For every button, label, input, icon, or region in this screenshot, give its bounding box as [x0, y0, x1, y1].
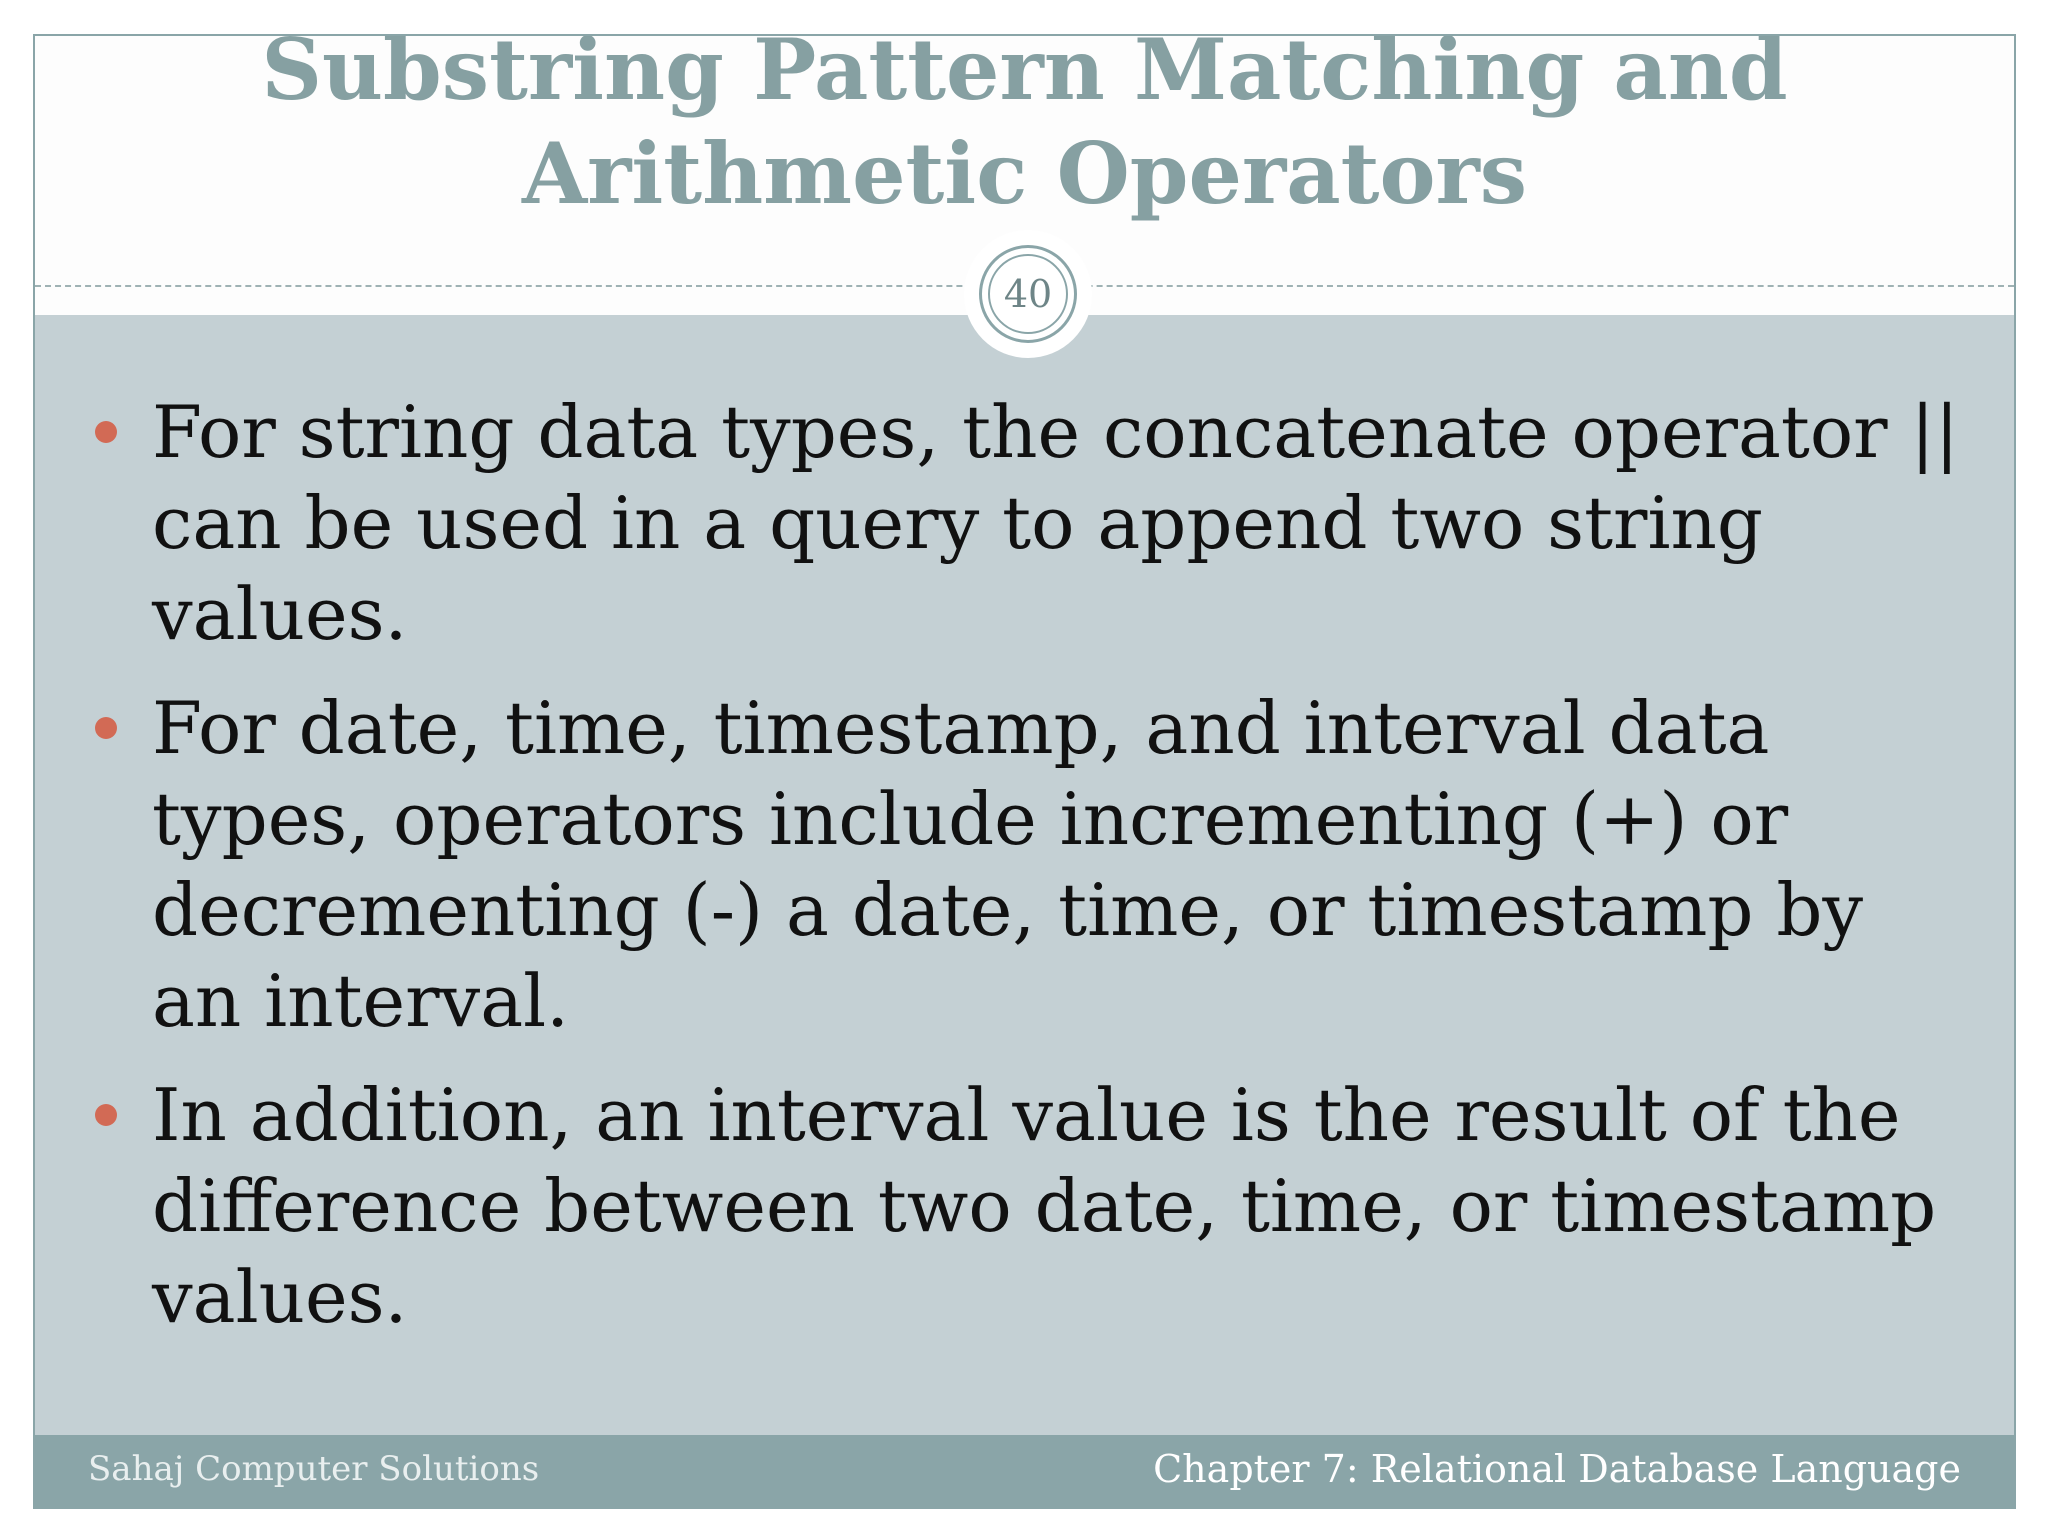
bullet-dot-icon	[95, 1104, 117, 1126]
bullet-text: For string data types, the concatenate operator || can be used in a query to append two string values.	[152, 390, 1959, 656]
footer-chapter: Chapter 7: Relational Database Language	[1153, 1447, 1961, 1491]
bullet-item	[35, 1070, 2014, 1343]
slide-title-line-2: Arithmetic Operators	[521, 124, 1528, 223]
bullet-text: In addition, an interval value is the result of the difference between two date, time, or timestamp values.	[152, 1073, 1937, 1339]
bullet-item	[35, 683, 2014, 1047]
slide-title-line-1: Substring Pattern Matching and	[261, 34, 1788, 119]
page-number: 40	[988, 254, 1068, 334]
slide-title	[35, 34, 2014, 226]
slide	[33, 34, 2016, 1509]
bullet-list	[35, 387, 2014, 1366]
bullet-dot-icon	[95, 717, 117, 739]
page-number-badge	[979, 245, 1077, 343]
footer-bar	[35, 1435, 2014, 1507]
bullet-text: For date, time, timestamp, and interval data types, operators include incrementing (+) or decrementing (-) a date, time, or timestamp by an interval.	[152, 686, 1864, 1043]
footer-organization: Sahaj Computer Solutions	[88, 1449, 540, 1489]
bullet-item	[35, 387, 2014, 660]
bullet-dot-icon	[95, 421, 117, 443]
